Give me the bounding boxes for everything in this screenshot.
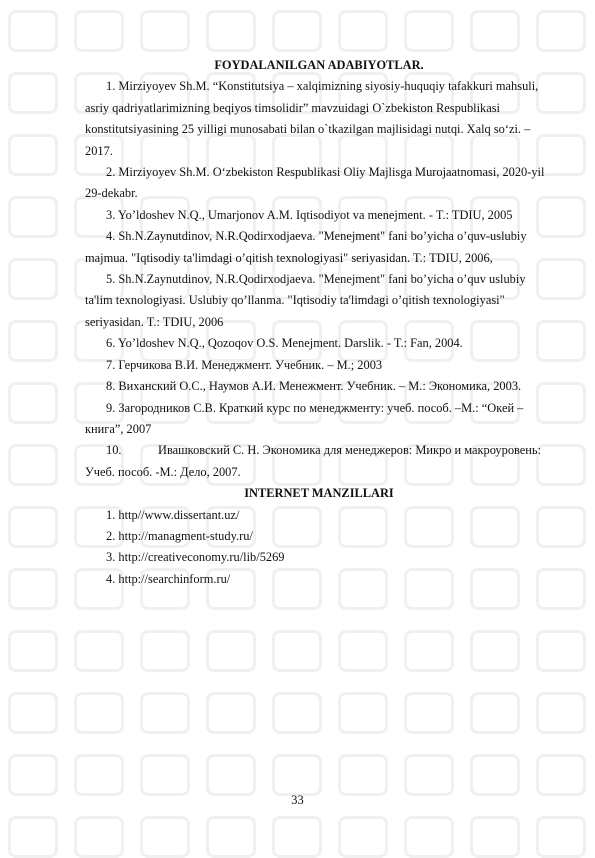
watermark-tile [206,754,256,796]
watermark-tile [404,754,454,796]
watermark-tile [536,754,586,796]
literature-item: 8. Виханский О.С., Наумов А.И. Менежмент. Учебник. – М.: Экономика, 2003. [106,379,522,394]
internet-list [85,505,553,591]
watermark-tile [8,72,58,114]
watermark-tile [272,816,322,858]
watermark-tile [338,10,388,52]
literature-item: 7. Герчикова В.И. Менеджмент. Учебник. – М.; 2003 [106,357,383,372]
literature-item-number: 10. [106,443,122,458]
literature-item: 1. Mirziyoyev Sh.M. “Konstitutsiya – xalqimizning siyosiy-huquqiy tafakkuri mahsuli, asriy qadriyatlarimizning beqiyos timsolidir” mavzuidagi O`zbekiston Respublikasi konstitutsiyasining 25 yilligi munosabati bilan o`tkazilgan majlisidagi nutqi. Xalq so‘zi. – 2017. [85,79,539,158]
watermark-tile [8,382,58,424]
literature-heading: FOYDALANILGAN ADABIYOTLAR. [214,58,424,72]
literature-item: 2. Mirziyoyev Sh.M. O‘zbekiston Respublikasi Oliy Majlisga Murojaatnomasi, 2020-yil 29-dekabr. [85,165,545,201]
literature-item: 4. Sh.N.Zaynutdinov, N.R.Qodirxodjaeva. "Menejment" fani bo’yicha o’quv-uslubiy majmua. "Iqtisodiy ta'limdagi o’qitish texnologiyasi" seriyasidan. T.: TDIU, 2006, [85,229,527,265]
watermark-tile [8,134,58,176]
watermark-tile [338,630,388,672]
watermark-tile [272,754,322,796]
internet-link[interactable]: 2. http://managment-study.ru/ [106,528,253,543]
watermark-tile [140,630,190,672]
watermark-tile [272,10,322,52]
watermark-tile [272,692,322,734]
watermark-tile [8,320,58,362]
watermark-tile [404,10,454,52]
literature-item: 5. Sh.N.Zaynutdinov, N.R.Qodirxodjaeva. "Menejment" fani bo’yicha o’quv uslubiy ta'lim texnologiyasi. Uslubiy qo’llanma. "Iqtisodiy ta'limdagi o’qitish texnologiyasi" seriyasidan. T.: TDIU, 2006 [85,272,526,329]
watermark-tile [272,630,322,672]
watermark-tile [8,630,58,672]
watermark-tile [8,568,58,610]
internet-link[interactable]: 1. http//www.dissertant.uz/ [106,507,240,522]
watermark-tile [338,754,388,796]
watermark-tile [338,816,388,858]
page-number: 33 [291,793,304,807]
literature-item: 3. Yo’ldoshev N.Q., Umarjonov A.M. Iqtisodiyot va menejment. - T.: TDIU, 2005 [106,207,513,222]
watermark-tile [536,692,586,734]
watermark-tile [404,630,454,672]
watermark-tile [140,816,190,858]
watermark-tile [470,630,520,672]
literature-list [85,76,553,483]
watermark-tile [140,754,190,796]
watermark-tile [470,816,520,858]
watermark-tile [470,754,520,796]
watermark-tile [206,692,256,734]
literature-item: 6. Yo’ldoshev N.Q., Qozoqov O.S. Menejment. Darslik. - T.: Fan, 2004. [106,336,463,351]
watermark-tile [404,816,454,858]
watermark-tile [536,630,586,672]
watermark-tile [8,258,58,300]
watermark-tile [338,692,388,734]
internet-link[interactable]: 3. http://creativeconomy.ru/lib/5269 [106,550,285,565]
literature-item: 9. Загородников С.В. Краткий курс по менеджменту: учеб. пособ. –М.: “Окей – книга”, 2007 [85,400,524,436]
watermark-tile [8,10,58,52]
literature-item-text: Ивашковский С. Н. Экономика для менеджеров: Микро и макроуровень: Учеб. пособ. -М.: Дело, 2007. [85,443,542,479]
watermark-tile [8,506,58,548]
watermark-tile [470,692,520,734]
internet-heading: INTERNET MANZILLARI [244,486,394,501]
watermark-tile [470,10,520,52]
watermark-tile [74,754,124,796]
watermark-tile [404,692,454,734]
watermark-tile [74,692,124,734]
watermark-tile [8,196,58,238]
watermark-tile [140,10,190,52]
watermark-tile [8,754,58,796]
watermark-tile [206,816,256,858]
watermark-tile [74,630,124,672]
internet-link[interactable]: 4. http://searchinform.ru/ [106,571,231,586]
watermark-tile [74,816,124,858]
watermark-tile [206,630,256,672]
literature-item [85,440,553,483]
watermark-tile [536,10,586,52]
watermark-tile [206,10,256,52]
watermark-tile [8,816,58,858]
watermark-tile [140,692,190,734]
watermark-tile [536,816,586,858]
watermark-tile [8,692,58,734]
watermark-tile [8,444,58,486]
page-content [85,55,553,590]
watermark-tile [74,10,124,52]
